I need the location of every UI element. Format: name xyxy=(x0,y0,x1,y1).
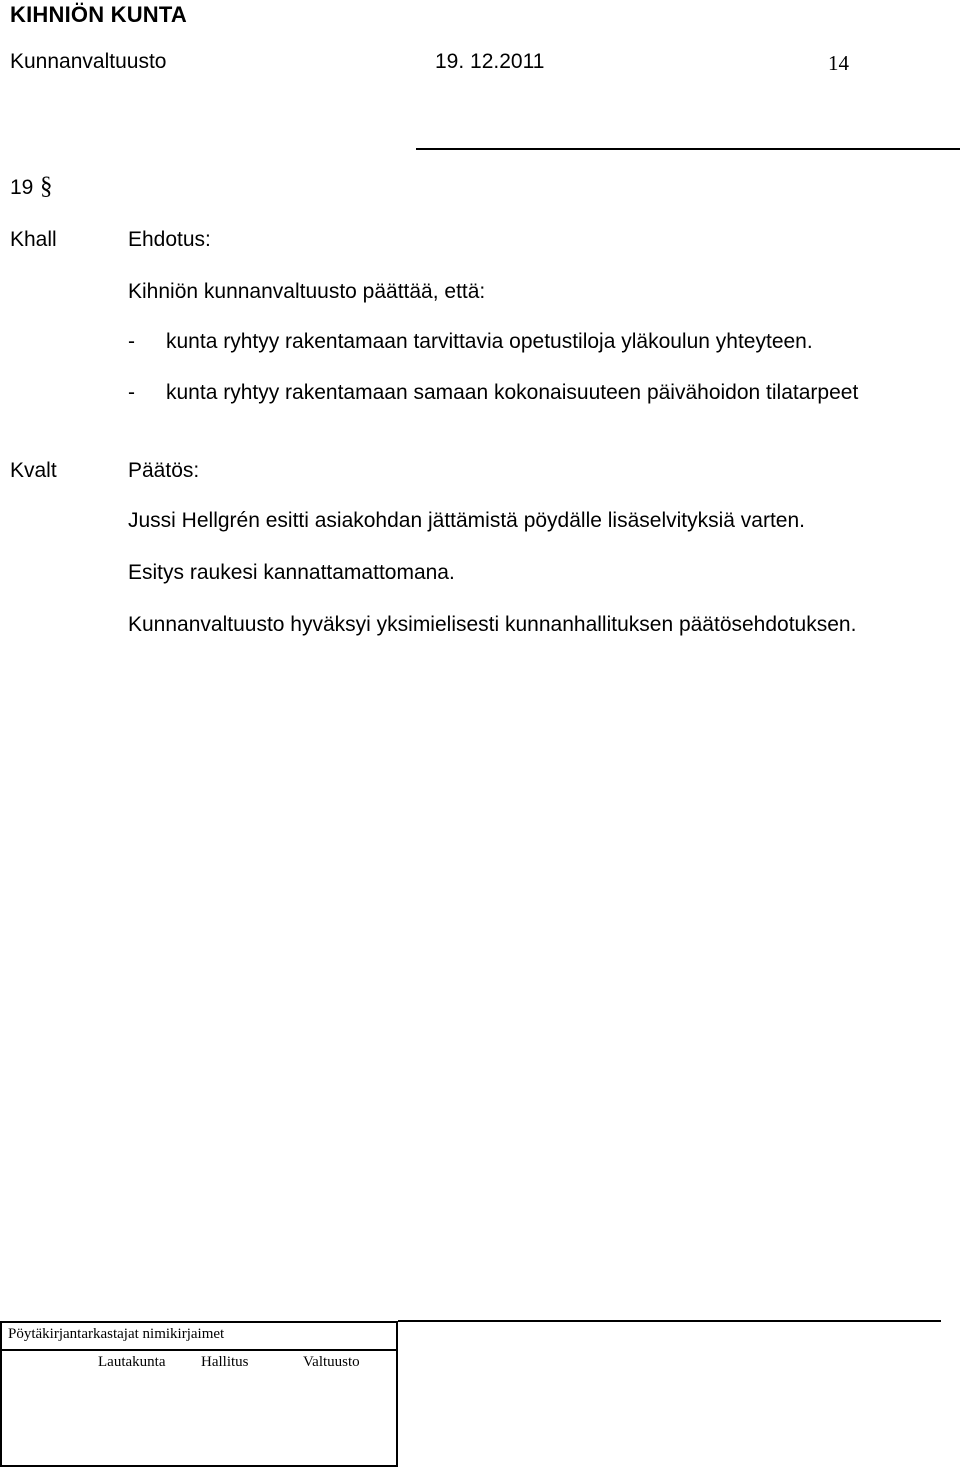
proposal-label: Khall xyxy=(10,228,57,251)
page-number: 14 xyxy=(828,51,849,75)
bullet-dash: - xyxy=(128,381,135,404)
header-divider xyxy=(416,148,960,150)
proposal-heading: Ehdotus: xyxy=(128,228,211,251)
organization-name: KIHNIÖN KUNTA xyxy=(10,2,187,27)
decision-heading: Päätös: xyxy=(128,459,200,482)
section-sign: § xyxy=(40,173,53,200)
decision-label: Kvalt xyxy=(10,459,57,482)
decision-line: Esitys raukesi kannattamattomana. xyxy=(128,561,455,584)
proposal-item: kunta ryhtyy rakentamaan samaan kokonaisuuteen päivähoidon tilatarpeet xyxy=(166,381,859,404)
decision-line: Kunnanvaltuusto hyväksyi yksimielisesti kunnanhallituksen päätösehdotuksen. xyxy=(128,613,857,636)
signature-box xyxy=(0,1321,398,1467)
signature-box-title: Pöytäkirjantarkastajat nimikirjaimet xyxy=(8,1326,225,1342)
council-body-name: Kunnanvaltuusto xyxy=(10,50,167,73)
bullet-dash: - xyxy=(128,330,135,353)
proposal-item: kunta ryhtyy rakentamaan tarvittavia opetustiloja yläkoulun yhteyteen. xyxy=(166,330,813,353)
signature-box-divider xyxy=(2,1349,396,1351)
meeting-date: 19. 12.2011 xyxy=(435,50,545,73)
proposal-intro: Kihniön kunnanvaltuusto päättää, että: xyxy=(128,280,486,303)
decision-line: Jussi Hellgrén esitti asiakohdan jättämistä pöydälle lisäselvityksiä varten. xyxy=(128,509,805,532)
signature-column-valtuusto: Valtuusto xyxy=(303,1354,360,1370)
section-number: 19 xyxy=(10,176,34,199)
signature-column-hallitus: Hallitus xyxy=(201,1354,249,1370)
footer-divider xyxy=(398,1320,941,1322)
signature-column-lautakunta: Lautakunta xyxy=(98,1354,166,1370)
